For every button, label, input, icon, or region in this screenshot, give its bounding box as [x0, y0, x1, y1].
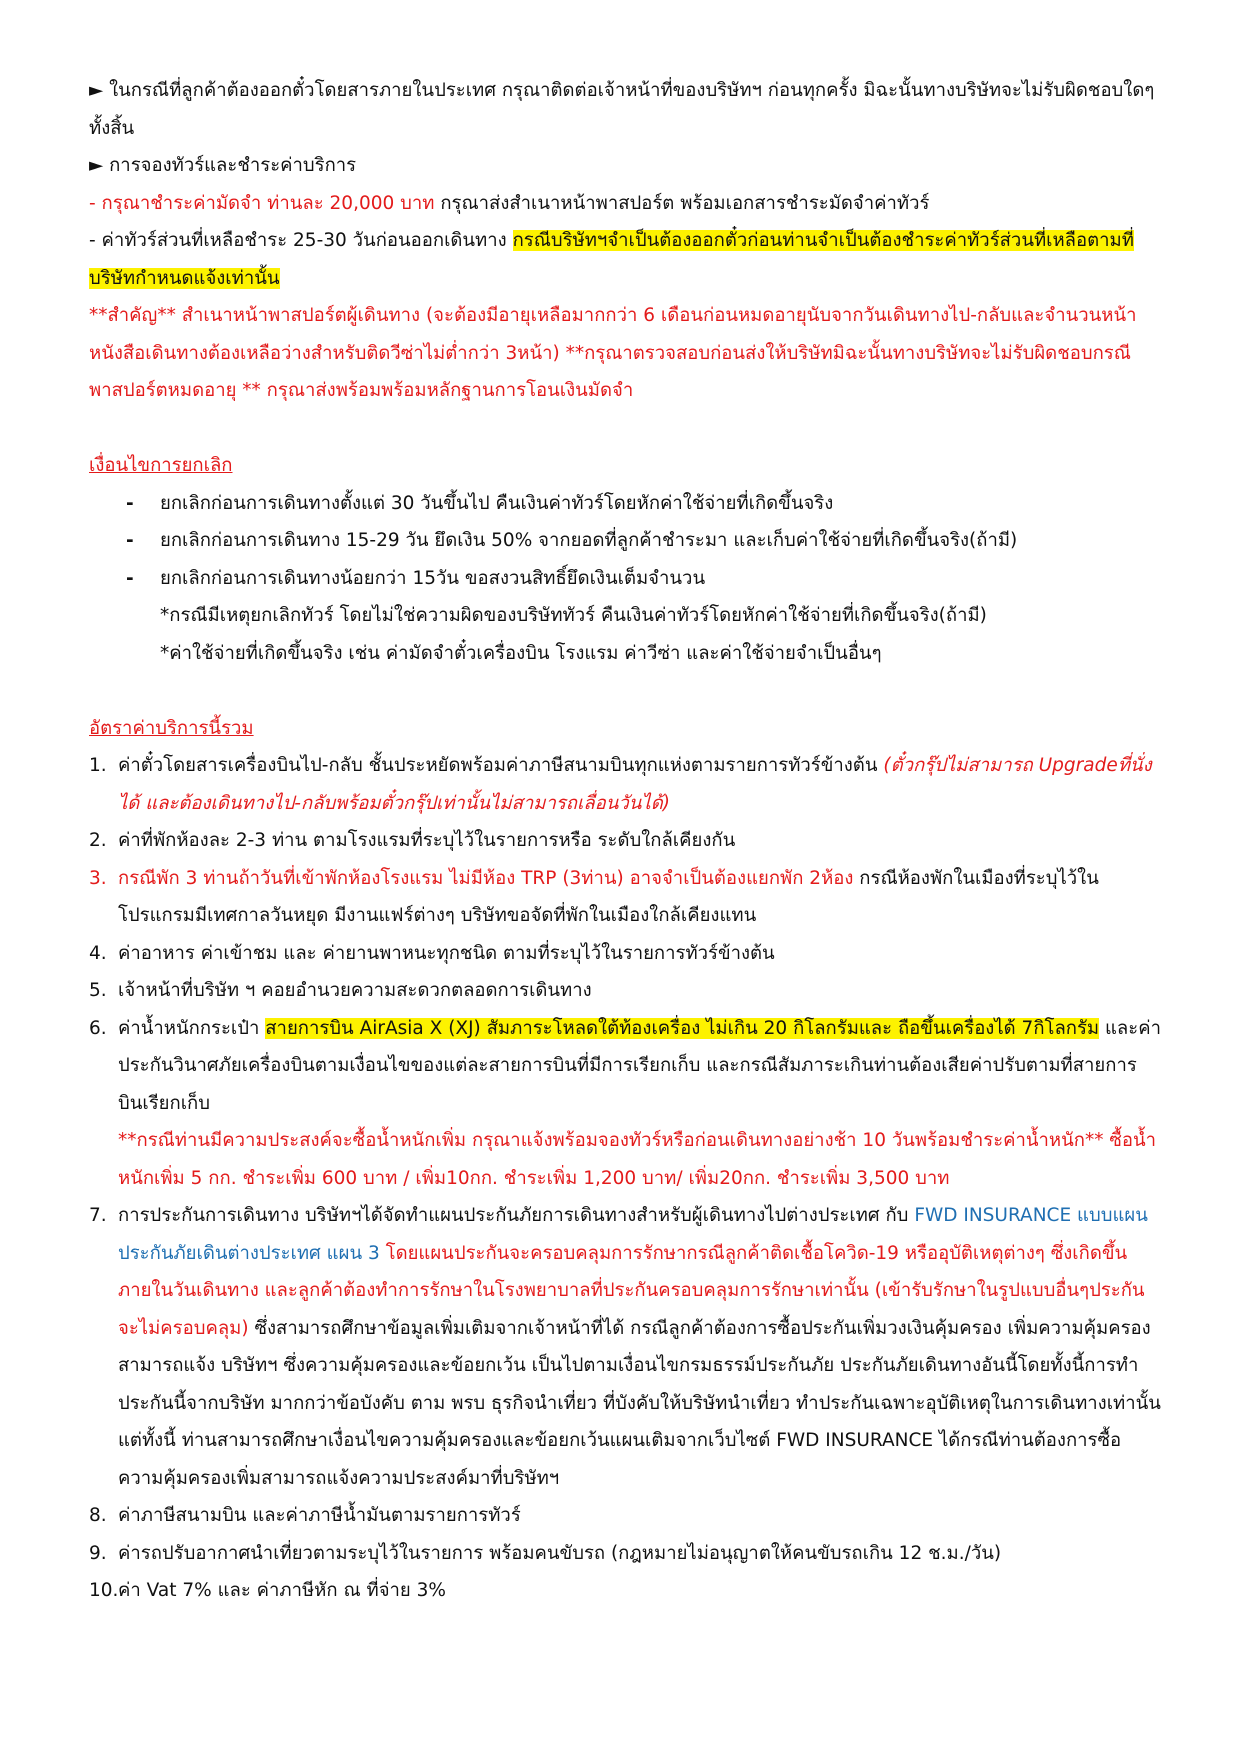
included-item [89, 860, 1161, 935]
item-text [118, 1197, 1161, 1497]
item-number: 8. [89, 1505, 107, 1526]
item-number: 6. [89, 1017, 107, 1039]
item-text-plain: และค่าประกันวินาศภัยเครื่องบินตามเงื่อนไขของแต่ละสายการบินที่มีการเรียกเก็บ และกรณีสัมภาระเกินท่านต้องเสียค่าปรับตามที่สายการบินเรียกเก็บ [118, 1017, 1161, 1114]
item-text-plain: ค่าตั๋วโดยสารเครื่องบินไป-กลับ ชั้นประหยัดพร้อมค่าภาษีสนามบินทุกแห่งตามรายการทัวร์ข้างต้น [118, 755, 884, 776]
item-text: ค่ารถปรับอากาศนำเที่ยวตามระบุไว้ในรายการ พร้อมคนขับรถ (กฎหมายไม่อนุญาตให้คนขับรถเกิน 12 ช.ม./วัน) [118, 1542, 1002, 1564]
included-item [89, 972, 1161, 1010]
item-text: เจ้าหน้าที่บริษัท ฯ คอยอำนวยความสะดวกตลอดการเดินทาง [118, 980, 592, 1001]
included-section-title: อัตราค่าบริการนี้รวม [89, 717, 254, 739]
item-text-plain: ค่าน้ำหนักกระเป๋า [118, 1017, 266, 1039]
cancel-item-text: ยกเลิกก่อนการเดินทาง 15-29 วัน ยึดเงิน 50% จากยอดที่ลูกค้าชำระมา และเก็บค่าใช้จ่ายที่เกิดขึ้นจริง(ถ้ามี) [160, 530, 1018, 551]
included-item [89, 935, 1161, 973]
item-text-plain: การประกันการเดินทาง บริษัทฯได้จัดทำแผนประกันภัยการเดินทางสำหรับผู้เดินทางไปต่างประเทศ กับ [118, 1205, 915, 1226]
item-number: 9. [89, 1542, 107, 1564]
item-text: ค่าที่พักห้องละ 2-3 ท่าน ตามโรงแรมที่ระบุไว้ในรายการหรือ ระดับใกล้เคียงกัน [118, 830, 736, 851]
item-number: 1. [89, 755, 107, 776]
cancel-item-text: ยกเลิกก่อนการเดินทางตั้งแต่ 30 วันขึ้นไป คืนเงินค่าทัวร์โดยหักค่าใช้จ่ายที่เกิดขึ้นจริง [160, 492, 834, 514]
item-number: 4. [89, 942, 107, 964]
deposit-instructions: กรุณาส่งสำเนาหน้าพาสปอร์ต พร้อมเอกสารชำระมัดจำค่าทัวร์ [434, 192, 930, 214]
balance-highlight: กรณีบริษัทฯจำเป็นต้องออกตั๋วก่อนท่านจำเป็นต้องชำระค่าทัวร์ส่วนที่เหลือตามที่บริษัทกำหนดแจ้งเท่านั้น [89, 230, 1134, 289]
item-number: 10. [89, 1580, 119, 1601]
intro-booking-heading: ► การจองทัวร์และชำระค่าบริการ [89, 155, 357, 176]
item-text-plain: ซึ่งสามารถศึกษาข้อมูลเพิ่มเติมจากเจ้าหน้าที่ได้ กรณีลูกค้าต้องการซื้อประกันเพิ่มวงเงินคุ้มครอง เพิ่มความคุ้มครอง สามารถแจ้ง บริษัทฯ ซึ่งความคุ้มครองและข้อยกเว้น เป็นไปตามเงื่อนไขกรมธรรม์ประกันภัย ประกันภัยเดินทางอันนี้โดยทั้งนี้การทำประกันนี้จากบริษัท มากกว่าข้อบังคับ ตาม พรบ ธุรกิจนำเที่ยว ที่บังคับให้บริษัทนำเที่ยว ทำประกันเฉพาะอุบัติเหตุในการเดินทางเท่านั้น แต่ทั้งนี้ ท่านสามารถศึกษาเงื่อนไขความคุ้มครองและข้อยกเว้นแผนเติมจากเว็บไซต์ FWD INSURANCE ได้กรณีท่านต้องการซื้อความคุ้มครองเพิ่มสามารถแจ้งความประสงค์มาที่บริษัทฯ [118, 1317, 1161, 1489]
item-text [118, 747, 1161, 822]
baggage-highlight: สายการบิน AirAsia X (XJ) สัมภาระโหลดใต้ท้องเครื่อง ไม่เกิน 20 กิโลกรัมและ ถือขึ้นเครื่องได้ 7กิโลกรัม [265, 1017, 1100, 1039]
cancel-bullet: - [126, 567, 134, 589]
cancel-note: *ค่าใช้จ่ายที่เกิดขึ้นจริง เช่น ค่ามัดจำตั๋วเครื่องบิน โรงแรม ค่าวีซ่า และค่าใช้จ่ายจำเป็นอื่นๆ [160, 642, 882, 664]
cancel-section-title: เงื่อนไขการยกเลิก [89, 455, 233, 476]
included-item [89, 1572, 1161, 1610]
item-text-red: (ตั๋วกรุ๊ปไม่สามารถ Upgradeที่นั่ง ได้ และต้องเดินทางไป-กลับพร้อมตั๋วกรุ๊ปเท่านั้นไม่สามารถเลื่อนวันได้) [118, 755, 1152, 814]
item-text [118, 1010, 1161, 1123]
item-text-plain: กรณีห้องพักในเมืองที่ระบุไว้ในโปรแกรมมีเทศกาลวันหยุด มีงานแฟร์ต่างๆ บริษัทขอจัดที่พักในเมืองใกล้เคียงแทน [118, 867, 1099, 926]
item-text: ค่า Vat 7% และ ค่าภาษีหัก ณ ที่จ่าย 3% [118, 1580, 446, 1601]
item-number: 2. [89, 830, 107, 851]
included-item [89, 1010, 1161, 1123]
extra-baggage-note: **กรณีท่านมีความประสงค์จะซื้อน้ำหนักเพิ่ม กรุณาแจ้งพร้อมจองทัวร์หรือก่อนเดินทางอย่างช้า 10 วันพร้อมชำระค่าน้ำหนัก** ซื้อน้ำหนักเพิ่ม 5 กก. ชำระเพิ่ม 600 บาท / เพิ่ม10กก. ชำระเพิ่ม 1,200 บาท/ เพิ่ม20กก. ชำระเพิ่ม 3,500 บาท [118, 1130, 1157, 1189]
cancel-note: *กรณีมีเหตุยกเลิกทัวร์ โดยไม่ใช่ความผิดของบริษัททัวร์ คืนเงินค่าทัวร์โดยหักค่าใช้จ่ายที่เกิดขึ้นจริง(ถ้ามี) [160, 605, 987, 626]
insurance-plan-name: FWD INSURANCE แบบแผนประกันภัยเดินต่างประเทศ แผน 3 [118, 1205, 1148, 1264]
cancel-item-text: ยกเลิกก่อนการเดินทางน้อยกว่า 15วัน ขอสงวนสิทธิ์ยึดเงินเต็มจำนวน [160, 567, 706, 589]
cancel-item [126, 485, 1161, 523]
cancel-bullet: - [126, 530, 134, 551]
included-item [89, 747, 1161, 822]
item-text [118, 860, 1161, 935]
item-text: ค่าอาหาร ค่าเข้าชม และ ค่ายานพาหนะทุกชนิด ตามที่ระบุไว้ในรายการทัวร์ข้างต้น [118, 942, 775, 964]
cancel-item [126, 560, 1161, 598]
item-text: ค่าภาษีสนามบิน และค่าภาษีน้ำมันตามรายการทัวร์ [118, 1505, 521, 1526]
item-number: 5. [89, 980, 107, 1001]
item-text-red: กรณีพัก 3 ท่านถ้าวันที่เข้าพักห้องโรงแรม ไม่มีห้อง TRP (3ท่าน) อาจจำเป็นต้องแยกพัก 2ห้อง [118, 867, 854, 889]
item-number: 3. [89, 867, 107, 889]
cancel-bullet: - [126, 492, 134, 514]
included-item [89, 1535, 1161, 1573]
included-item [89, 1497, 1161, 1535]
item-number: 7. [89, 1205, 107, 1226]
balance-due: - ค่าทัวร์ส่วนที่เหลือชำระ 25-30 วันก่อนออกเดินทาง [89, 230, 513, 251]
intro-domestic-ticket-note: ► ในกรณีที่ลูกค้าต้องออกตั๋วโดยสารภายในประเทศ กรุณาติดต่อเจ้าหน้าที่ของบริษัทฯ ก่อนทุกครั้ง มิฉะนั้นทางบริษัทจะไม่รับผิดชอบใดๆ ทั้งสิ้น [89, 80, 1155, 139]
intro-deposit-line [89, 185, 1161, 223]
passport-important-note: **สำคัญ** สำเนาหน้าพาสปอร์ตผู้เดินทาง (จะต้องมีอายุเหลือมากกว่า 6 เดือนก่อนหมดอายุนับจากวันเดินทางไป-กลับและจำนวนหน้าหนังสือเดินทางต้องเหลือว่างสำหรับติดวีซ่าไม่ต่ำกว่า 3หน้า) **กรุณาตรวจสอบก่อนส่งให้บริษัทมิฉะนั้นทางบริษัทจะไม่รับผิดชอบกรณีพาสปอร์ตหมดอายุ ** กรุณาส่งพร้อมพร้อมหลักฐานการโอนเงินมัดจำ [89, 305, 1137, 401]
intro-balance-line [89, 222, 1161, 297]
included-item [89, 822, 1161, 860]
included-item [89, 1197, 1161, 1497]
cancel-item [126, 522, 1161, 560]
deposit-amount: - กรุณาชำระค่ามัดจำ ท่านละ 20,000 บาท [89, 192, 435, 214]
item-text-red: โดยแผนประกันจะครอบคลุมการรักษากรณีลูกค้าติดเชื้อโควิด-19 หรืออุบัติเหตุต่างๆ ซึ่งเกิดขึ้นภายในวันเดินทาง และลูกค้าต้องทำการรักษาในโรงพยาบาลที่ประกันครอบคลุมการรักษาเท่านั้น (เข้ารับรักษาในรูปแบบอื่นๆประกันจะไม่ครอบคลุม) [118, 1242, 1145, 1339]
